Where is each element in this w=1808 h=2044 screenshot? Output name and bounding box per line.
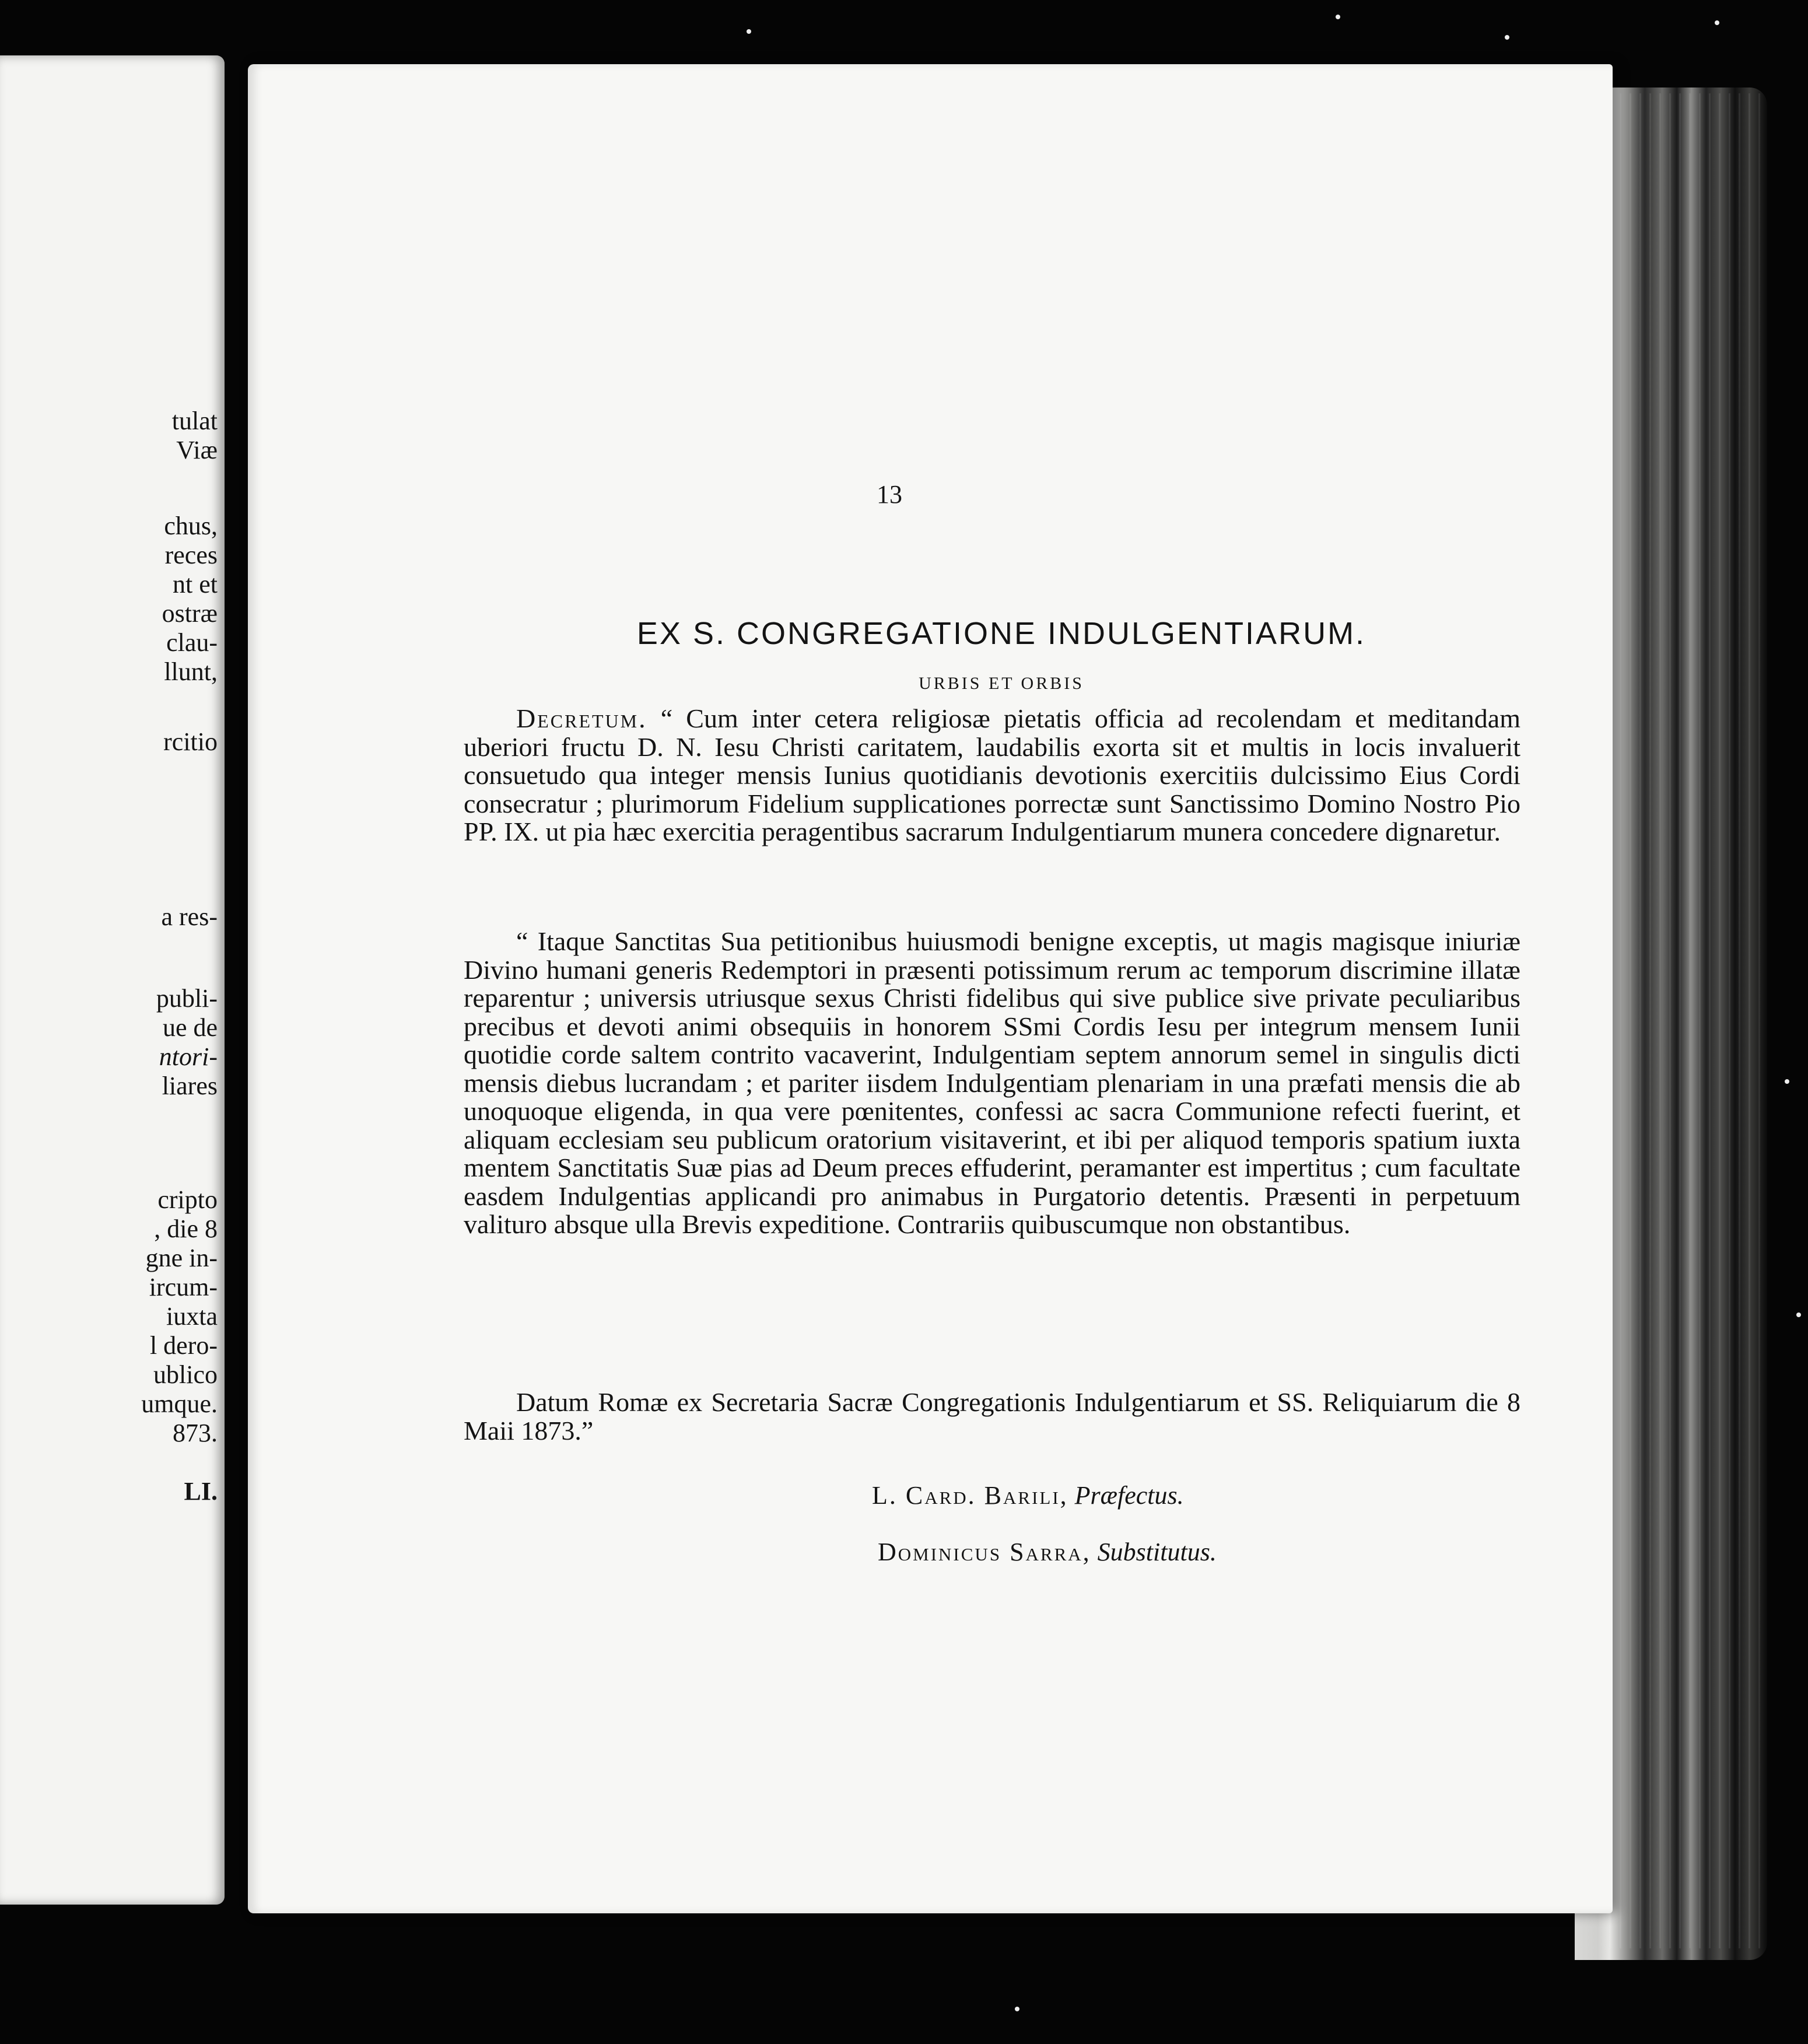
- left-page-fragment: l dero-: [149, 1331, 218, 1360]
- dust-speck: [1796, 1312, 1801, 1317]
- left-page-fragment: LI.: [184, 1477, 218, 1506]
- signature-role: Substitutus.: [1097, 1538, 1217, 1566]
- page-stack-lines: [1610, 93, 1761, 1948]
- dust-speck: [1015, 2007, 1019, 2011]
- decree-title: EX S. CONGREGATIONE INDULGENTIARUM.: [636, 616, 1366, 651]
- left-page-fragment: 873.: [173, 1419, 218, 1447]
- left-page-fragment: iuxta: [166, 1302, 218, 1331]
- paragraph-itaque: “ Itaque Sanctitas Sua petitionibus huiusmodi benigne exceptis, ut magis magisque iniuriæ Divino humani generis Redemptori in præsenti potissimum rerum ac temporum discrimine illatæ reparentur ; universis utriusque sexus Christi fidelibus qui sive publice sive private peculiaribus precibus et devoti animi obsequiis in honorem SSmi Cordis Iesu per integrum mensem Iunii quotidie corde saltem contrito vacaverint, Indulgentiam septem annorum semel in singulis dicti mensis diebus lucrandam ; et pariter iisdem Indulgentiam plenariam in una præfati mensis die ab unoquoque eligenda, in qua vere pœnitentes, confessi ac sacra Communione refecti fuerint, et aliquam ecclesiam seu publicum oratorium visitaverint, et ibi per aliquod temporis spatium iuxta mentem Sanctitatis Suæ pias ad Deum preces effuderint, peramanter est impertitus ; cum facultate easdem Indulgentias applicandi pro animabus in Purgatorio detentis. Præsenti in perpetuum valituro absque ulla Brevis expeditione. Contrariis quibuscumque non obstantibus.: [464, 926, 1520, 1239]
- book-page: [248, 64, 1613, 1913]
- signature-role: Præfectus.: [1074, 1481, 1184, 1510]
- left-page-fragment: clau-: [166, 628, 218, 657]
- left-page-fragment: reces: [164, 541, 218, 569]
- left-page-fragment: , die 8: [154, 1214, 218, 1243]
- decree-subtitle: URBIS ET ORBIS: [919, 674, 1084, 693]
- page-number: 13: [877, 480, 902, 509]
- left-page-fragment: tulat: [171, 407, 218, 435]
- left-page-fragment: ostræ: [162, 599, 218, 628]
- left-page-fragment: llunt,: [164, 657, 218, 686]
- left-page-fragment: a res-: [161, 902, 218, 931]
- left-page-fragment: rcitio: [163, 727, 218, 756]
- left-page-fragment: cripto: [157, 1185, 218, 1214]
- left-page-fragment: liares: [162, 1072, 218, 1100]
- dust-speck: [1505, 35, 1509, 40]
- left-page-fragment: umque.: [141, 1390, 218, 1418]
- dust-speck: [1336, 15, 1340, 19]
- decretum-lead: Decretum.: [516, 704, 647, 733]
- signature-substitute: [878, 1537, 1217, 1567]
- left-page-fragment: gne in-: [145, 1244, 218, 1272]
- dust-speck: [1715, 20, 1719, 25]
- left-page-fragment: publi-: [156, 984, 218, 1013]
- dust-speck: [747, 29, 751, 34]
- signature-prefect: [872, 1480, 1184, 1510]
- left-page-fragment: ue de: [162, 1013, 218, 1042]
- signature-name: L. Card. Barili,: [872, 1481, 1068, 1510]
- left-facing-page: [0, 55, 225, 1905]
- signature-name: Dominicus Sarra,: [878, 1538, 1091, 1566]
- left-page-fragment: ublico: [153, 1360, 218, 1389]
- left-page-fragment: chus,: [164, 512, 218, 540]
- left-page-fragment: nt et: [173, 570, 218, 598]
- dust-speck: [1785, 1079, 1789, 1084]
- left-page-fragment: ntori-: [159, 1042, 218, 1071]
- paragraph-datum: Datum Romæ ex Secretaria Sacræ Congregationis Indulgentiarum et SS. Reliquiarum die 8 Maii 1873.”: [464, 1387, 1520, 1446]
- paragraph-decretum: [464, 705, 1520, 846]
- left-page-fragment: ircum-: [149, 1273, 218, 1301]
- left-page-fragment: Viæ: [176, 436, 218, 464]
- paragraph-1-text: “ Cum inter cetera religiosæ pietatis officia ad recolendam et meditandam uberiori fructu D. N. Iesu Christi caritatem, laudabilis exorta sit et multis in locis invaluerit consuetudo qua integer mensis Iunius quotidianis devotionis exercitiis dulcissimo Eius Cordi consecratur ; plurimorum Fidelium supplicationes porrectæ sunt Sanctissimo Domino Nostro Pio PP. IX. ut pia hæc exercitia peragentibus sacrarum Indulgentiarum munera concedere dignaretur.: [464, 704, 1520, 846]
